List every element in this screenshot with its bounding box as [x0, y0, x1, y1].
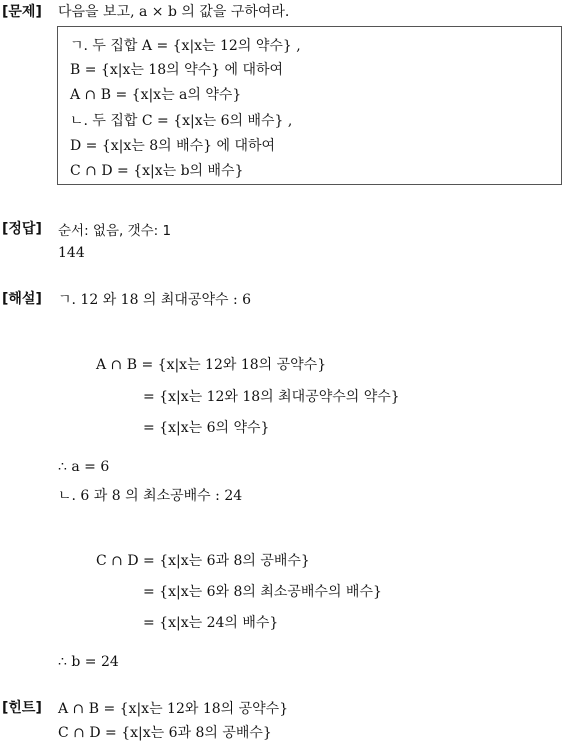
answer-tag: [정답]	[2, 221, 42, 237]
part1-equation-1: A ∩ B = {x|x는 12와 18의 공약수}	[96, 357, 327, 373]
problem-question: 다음을 보고, a × b 의 값을 구하여라.	[58, 4, 290, 20]
part2-result: ∴ b = 24	[58, 654, 119, 670]
hint-line-2: C ∩ D = {x|x는 6과 8의 공배수}	[58, 725, 272, 741]
hint-line-1: A ∩ B = {x|x는 12와 18의 공약수}	[58, 701, 289, 717]
part1-result: ∴ a = 6	[58, 459, 110, 475]
condition-line-6: C ∩ D = {x|x는 b의 배수}	[70, 163, 244, 179]
condition-line-1: ㄱ. 두 집합 A = {x|x는 12의 약수} ,	[70, 38, 301, 54]
condition-line-3: A ∩ B = {x|x는 a의 약수}	[70, 87, 242, 103]
answer-meta: 순서: 없음, 갯수: 1	[58, 223, 172, 239]
part2-equation-1: C ∩ D = {x|x는 6과 8의 공배수}	[96, 553, 310, 569]
condition-line-2: B = {x|x는 18의 약수} 에 대하여	[70, 62, 284, 78]
part1-equation-3: = {x|x는 6의 약수}	[143, 420, 270, 436]
explanation-part1-title: ㄱ. 12 와 18 의 최대공약수 : 6	[58, 292, 252, 308]
explanation-part2-title: ㄴ. 6 과 8 의 최소공배수 : 24	[58, 488, 243, 504]
condition-line-5: D = {x|x는 8의 배수} 에 대하여	[70, 138, 276, 154]
part2-equation-2: = {x|x는 6와 8의 최소공배수의 배수}	[143, 584, 382, 600]
part1-equation-2: = {x|x는 12와 18의 최대공약수의 약수}	[143, 389, 400, 405]
explanation-tag: [해설]	[2, 291, 42, 307]
condition-line-4: ㄴ. 두 집합 C = {x|x는 6의 배수} ,	[70, 113, 293, 129]
problem-tag: [문제]	[2, 4, 42, 20]
answer-value: 144	[58, 245, 85, 261]
hint-tag: [힌트]	[2, 700, 42, 716]
part2-equation-3: = {x|x는 24의 배수}	[143, 615, 279, 631]
